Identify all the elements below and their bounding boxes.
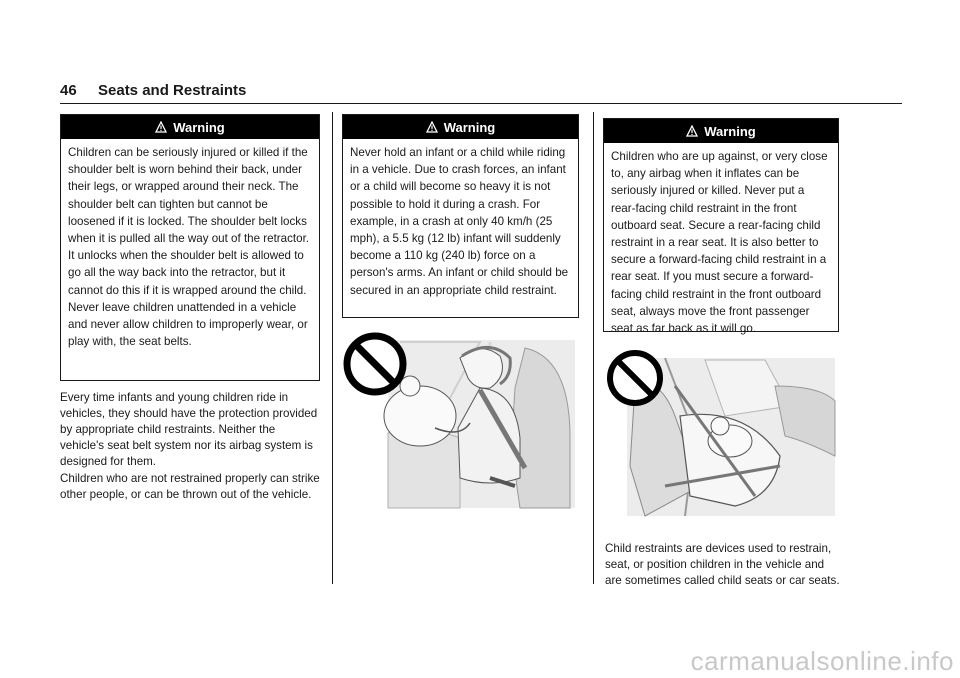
warning-triangle-icon (426, 121, 438, 133)
warning-text: Never hold an infant or a child while riding in a vehicle. Due to crash forces, an infant or a child will become so heavy it is not possible to hold it during a crash. For example, in a crash at only 40 km/h (25 mph), a 5.5 kg (12 lb) infant will suddenly become a 110 kg (240 lb) force on a person's arms. An infant or child should be secured in an appropriate child restraint. (350, 146, 569, 297)
warning-label: Warning (173, 119, 225, 135)
page-number: 46 (60, 82, 77, 99)
warning-label: Warning (704, 123, 756, 139)
warning-triangle-icon (155, 121, 167, 133)
warning-text: Children can be seriously injured or killed if the shoulder belt is worn behind their back, under their legs, or wrapped around their neck. The shoulder belt can tighten but cannot be loosened if it is locked. The shoulder belt locks when it is pulled all the way out of the retractor. It unlocks when the shoulder belt is allowed to go all the way back into the retractor, but it cannot do this if it is wrapped around the child. Never leave children unattended in a vehicle and never allow children to improperly wear, or play with, the seat belts. (68, 146, 310, 349)
paragraph-child-restraints-definition: Child restraints are devices used to restrain, seat, or position children in the vehicle and are sometimes called child seats or car seats. (605, 542, 840, 587)
warning-triangle-icon (686, 125, 698, 137)
warning-text: Children who are up against, or very close to, any airbag when it inflates can be seriously injured or killed. Never put a rear-facing child restraint in the front outboard seat. Secure a rear-facing child restraint in a rear seat. It is also better to secure a forward-facing child restraint in a rear seat. If you must secure a forward-facing child restraint in the front outboard seat, always move the front passenger seat as far back as it will go. (611, 150, 828, 336)
paragraph-unrestrained-children: Children who are not restrained properly can strike other people, or can be thrown out of the vehicle. (60, 472, 320, 501)
column-divider-right (593, 112, 594, 584)
section-title: Seats and Restraints (98, 82, 247, 99)
illustration-rear-facing-front-seat (605, 346, 837, 518)
warning-box-shoulder-belt (60, 114, 320, 381)
column-divider-left (332, 112, 333, 584)
warning-header (604, 119, 838, 143)
warning-label: Warning (443, 119, 496, 135)
prohibition-icon (347, 336, 403, 392)
prohibition-icon (610, 353, 660, 403)
warning-box-airbag (603, 118, 839, 336)
warning-header (61, 115, 319, 139)
header-rule (60, 103, 902, 104)
page-header (60, 82, 902, 104)
warning-box-holding-infant (342, 114, 579, 318)
warning-header (343, 115, 578, 139)
paragraph-child-protection: Every time infants and young children ride in vehicles, they should have the protection provided by appropriate child restraints. Neither the vehicle's seat belt system nor its airbag system is designed for them. (60, 391, 318, 468)
illustration-holding-infant (340, 328, 580, 510)
watermark: carmanualsonline.info (690, 646, 954, 676)
